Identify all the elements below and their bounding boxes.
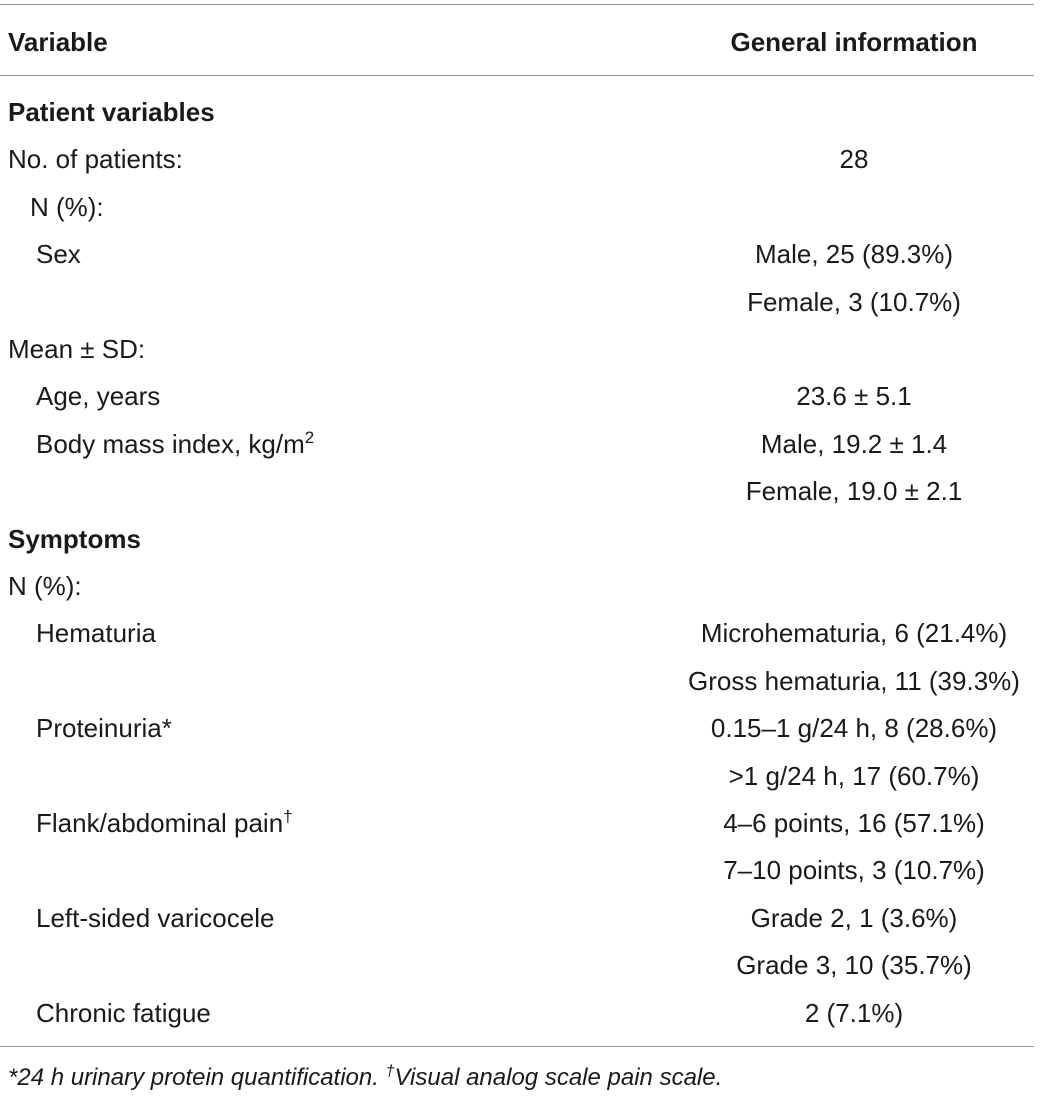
table-row [0,609,1034,657]
table-row [0,420,1034,468]
row-value: Grade 3, 10 (35.7%) [736,950,972,981]
row-value [664,183,1040,231]
table-row [0,183,1034,231]
row-value: Female, 3 (10.7%) [747,286,961,317]
row-value: 4–6 points, 16 (57.1%) [723,808,985,838]
row-label [30,183,104,231]
row-label [36,609,156,657]
row-value: Microhematuria, 6 (21.4%) [700,618,1008,649]
table-top-rule [0,4,1034,5]
table-row [0,562,1034,610]
row-label [8,325,145,373]
table-row [0,325,1034,373]
row-value [664,562,1040,610]
row-label [36,989,211,1037]
row-label [36,420,314,468]
row-value [664,325,1040,373]
table-row [0,657,1034,705]
row-label [36,704,172,752]
table-header-row [0,16,1034,68]
row-value: Female, 19.0 ± 2.1 [745,476,963,507]
row-label [36,799,293,847]
table-row [0,467,1034,515]
row-label-text: Flank/abdominal pain [36,808,284,838]
row-label [36,894,274,942]
table-row [0,372,1034,420]
row-label-text: Body mass index, kg/m [36,428,305,459]
row-label-text: No. of patients: [8,144,183,175]
table-footnote [8,1058,722,1098]
row-value: Grade 2, 1 (3.6%) [750,902,958,933]
row-label-text: Mean ± SD: [8,334,146,364]
row-label [36,230,81,278]
table-row [0,894,1034,942]
table-row [0,752,1034,800]
row-label-text: Patient variables [8,97,215,127]
table-row [0,230,1034,278]
table-row [0,278,1034,326]
table-row [0,799,1034,847]
section-header-row [0,515,1034,563]
row-value: 0.15–1 g/24 h, 8 (28.6%) [710,713,998,744]
row-label [36,372,160,420]
row-label [8,562,82,610]
row-label-text: Proteinuria* [36,713,172,744]
row-label-text: Age, years [36,381,161,412]
row-label-text: N (%): [30,191,104,222]
row-label-text: Symptoms [8,523,141,554]
section-title [8,88,215,136]
row-value: 7–10 points, 3 (10.7%) [723,855,985,886]
row-label [8,135,183,183]
footnote-part2: Visual analog scale pain scale. [394,1064,723,1091]
footnote-dagger: † [385,1063,395,1080]
row-value: 2 (7.1%) [804,997,904,1028]
row-value: Male, 25 (89.3%) [755,239,953,270]
row-label-text: Sex [36,239,81,270]
row-value: 23.6 ± 5.1 [796,381,912,412]
row-value: Male, 19.2 ± 1.4 [760,428,948,459]
row-value [664,88,1040,136]
table-row [0,135,1034,183]
table-row [0,941,1034,989]
row-value [664,515,1040,563]
row-label-text: Left-sided varicocele [36,902,275,933]
table-row [0,704,1034,752]
row-value: Gross hematuria, 11 (39.3%) [688,665,1020,696]
row-value: >1 g/24 h, 17 (60.7%) [728,760,980,791]
section-title [8,515,141,563]
header-general-information: General information [730,27,978,57]
row-label-text: Chronic fatigue [36,997,211,1028]
table-row [0,989,1034,1037]
footnote-part1: *24 h urinary protein quantification. [8,1064,386,1091]
header-variable: Variable [8,27,108,57]
table-row [0,846,1034,894]
row-label-text: N (%): [8,571,82,601]
row-value: 28 [839,144,869,175]
table-header-rule [0,75,1034,76]
table-bottom-rule [0,1046,1034,1047]
row-label-superscript: 2 [304,427,315,447]
section-header-row [0,88,1034,136]
row-label-text: Hematuria [36,618,156,649]
row-label-superscript: † [283,807,293,826]
